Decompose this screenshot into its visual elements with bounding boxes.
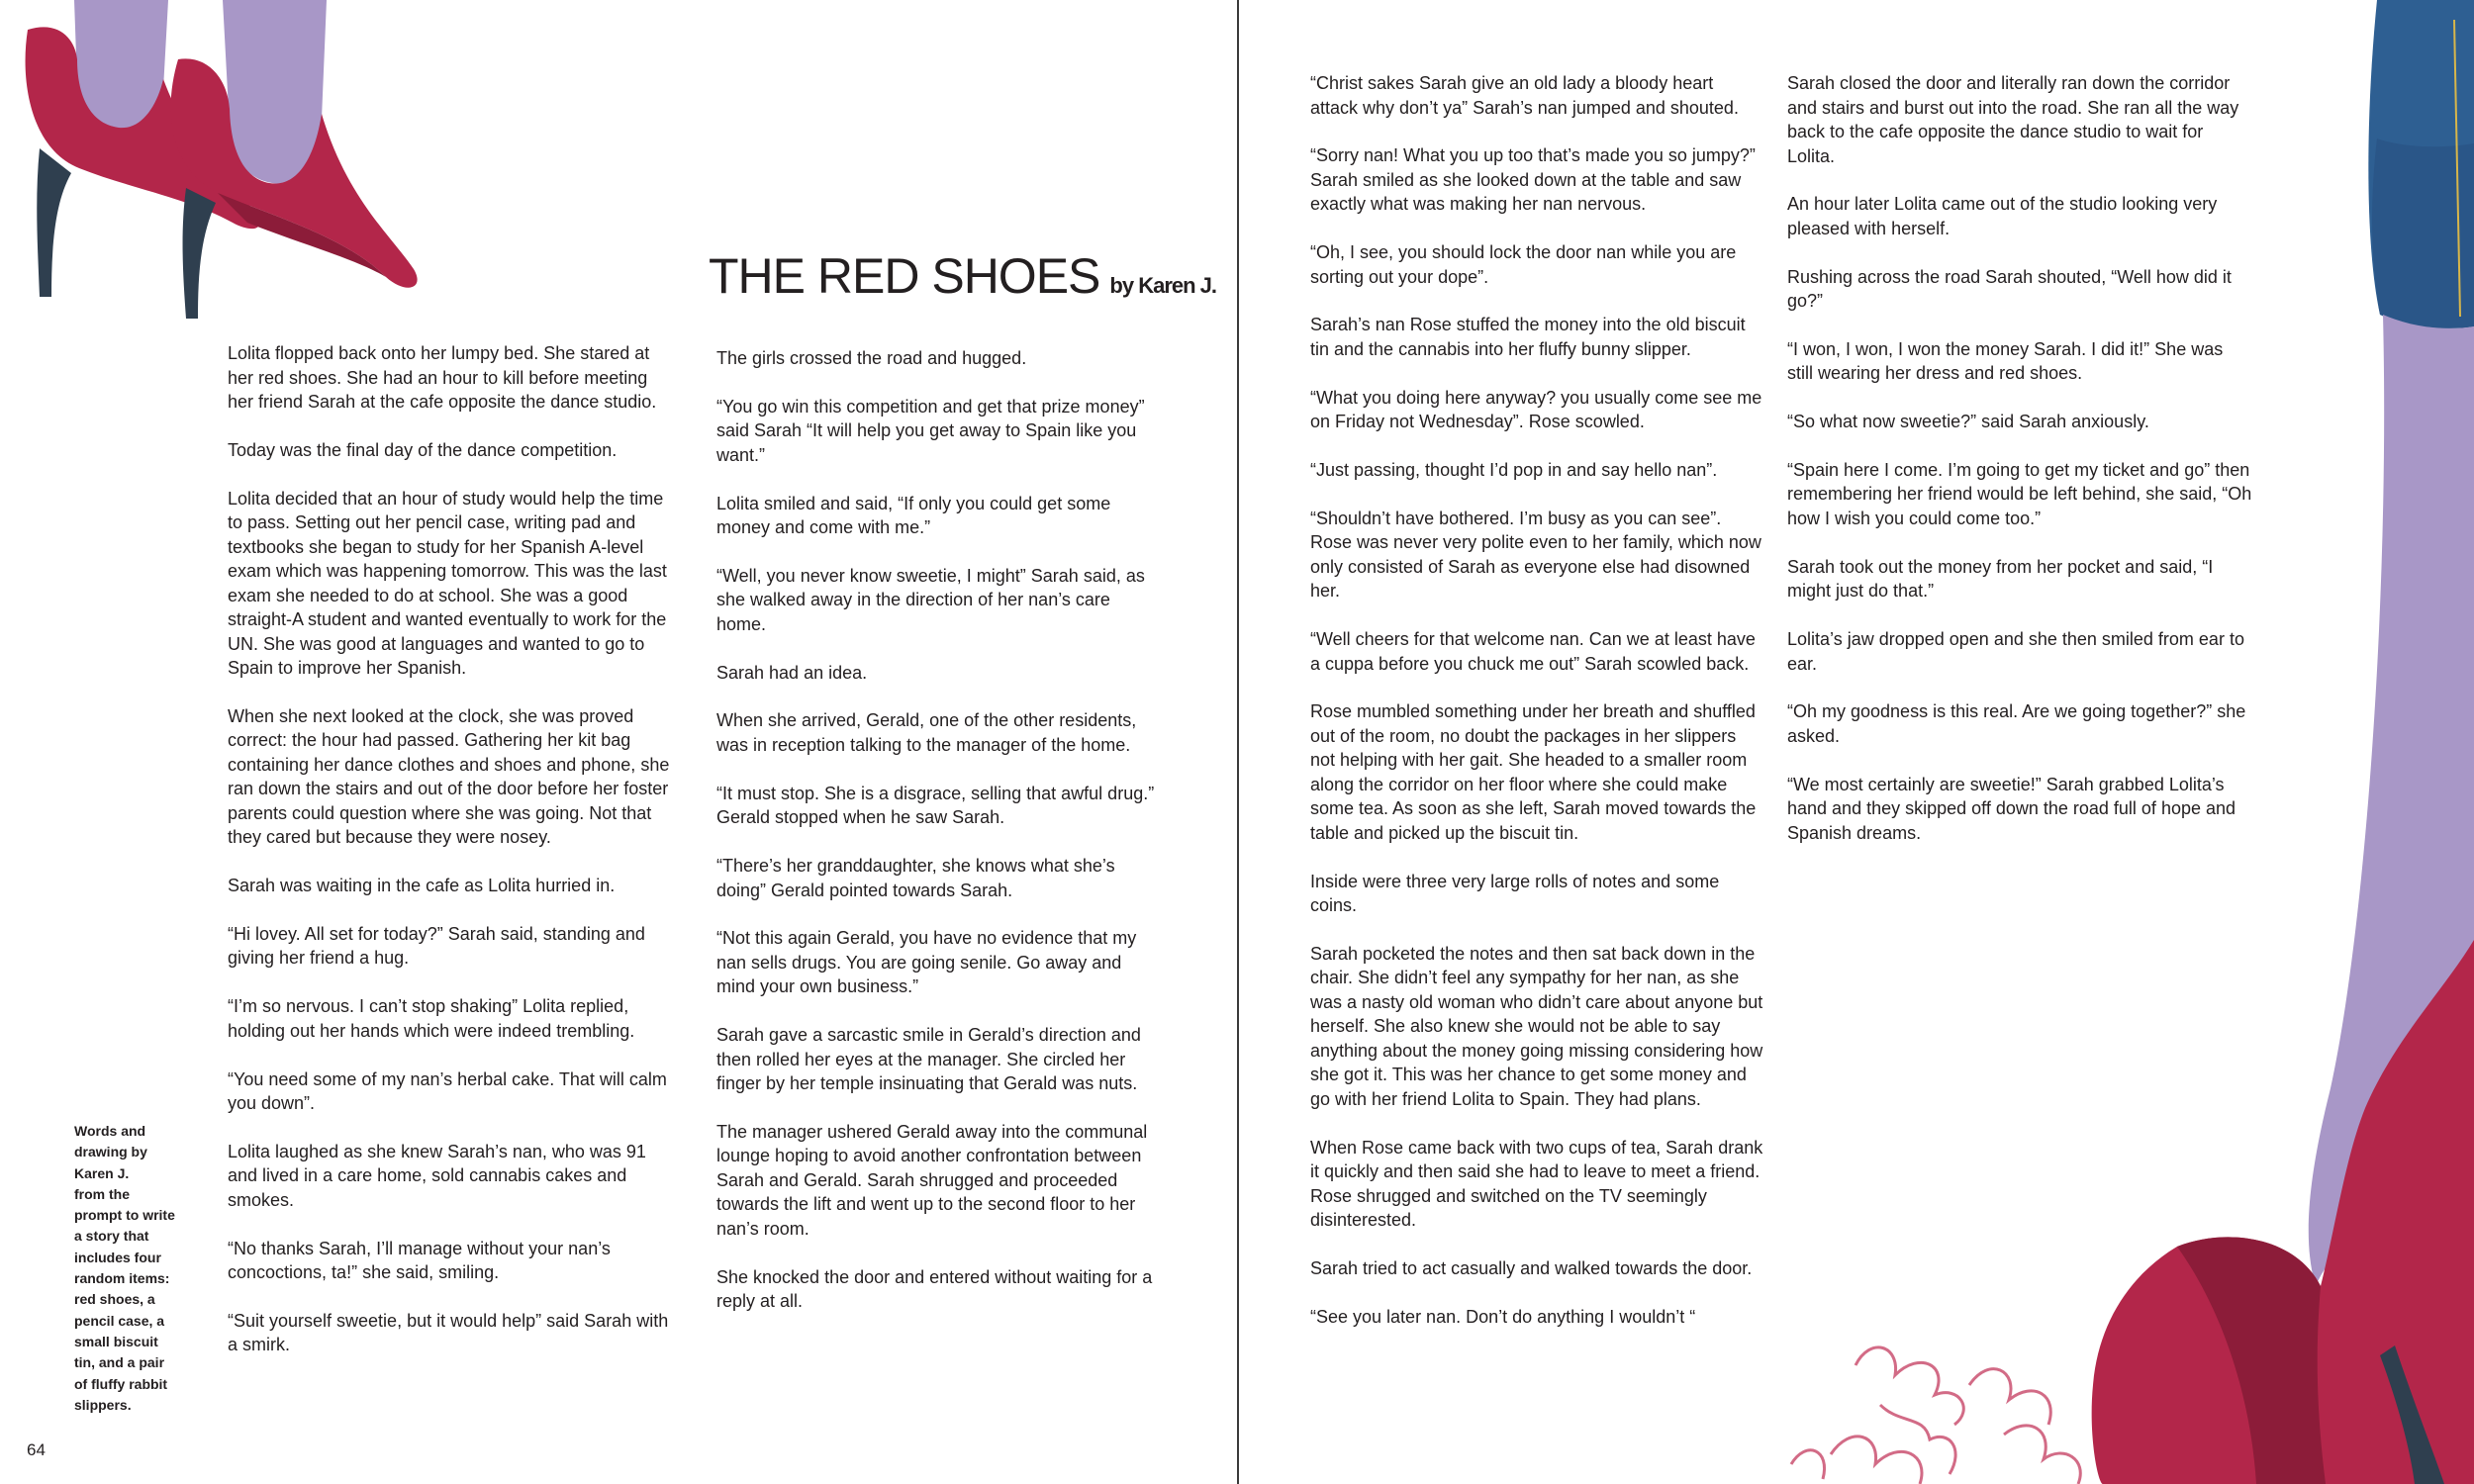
paragraph: “No thanks Sarah, I’ll manage without your nan’s concoctions, ta!” she said, smiling. bbox=[228, 1238, 611, 1283]
paragraph: Today was the final day of the dance competition. bbox=[228, 439, 618, 460]
paragraph: When she arrived, Gerald, one of the other residents, was in reception talking to the manager of the home. bbox=[716, 710, 1137, 755]
paragraph: “I won, I won, I won the money Sarah. I did it!” She was still wearing her dress and red shoes. bbox=[1787, 338, 2224, 384]
paragraph: Inside were three very large rolls of notes and some coins. bbox=[1310, 871, 1720, 916]
left-heel-drawing bbox=[37, 148, 71, 297]
paragraph: Lolita flopped back onto her lumpy bed. She stared at her red shoes. She had an hour to kill before meeting her friend Sarah at the cafe opposite the dance studio. bbox=[228, 343, 657, 412]
text-column-3 bbox=[1310, 71, 1765, 1353]
text-column-4 bbox=[1787, 71, 2252, 869]
right-heel-drawing bbox=[183, 188, 216, 319]
paragraph: “Oh my goodness is this real. Are we going together?” she asked. bbox=[1787, 701, 2246, 746]
side-note: Words and drawing by Karen J. from the prompt to write a story that includes four random items: red shoes, a pencil case, a small biscuit tin, and a pair of fluffy rabbit slippers. bbox=[74, 1123, 175, 1413]
paragraph: “Christ sakes Sarah give an old lady a bloody heart attack why don’t ya” Sarah’s nan jumped and shouted. bbox=[1310, 73, 1739, 118]
paragraph: “See you later nan. Don’t do anything I wouldn’t “ bbox=[1310, 1306, 1696, 1327]
paragraph: “Hi lovey. All set for today?” Sarah said, standing and giving her friend a hug. bbox=[228, 923, 645, 969]
paragraph: Sarah was waiting in the cafe as Lolita hurried in. bbox=[228, 876, 616, 896]
paragraph: Sarah tried to act casually and walked towards the door. bbox=[1310, 1258, 1753, 1279]
paragraph: Lolita laughed as she knew Sarah’s nan, who was 91 and lived in a care home, sold cannabis cakes and smokes. bbox=[228, 1141, 646, 1210]
paragraph: “What you doing here anyway? you usually come see me on Friday not Wednesday”. Rose scowled. bbox=[1310, 387, 1762, 432]
article-title bbox=[709, 248, 1217, 304]
paragraph: An hour later Lolita came out of the studio looking very pleased with herself. bbox=[1787, 194, 2218, 238]
paragraph: “Sorry nan! What you up too that’s made you so jumpy?” Sarah smiled as she looked down at the table and saw exactly what was making her nan nervous. bbox=[1310, 145, 1756, 215]
paragraph: “Well, you never know sweetie, I might” Sarah said, as she walked away in the direction of her nan’s care home. bbox=[716, 565, 1145, 634]
paragraph: “Spain here I come. I’m going to get my ticket and go” then remembering her friend would be left behind, she said, “Oh how I wish you could come too.” bbox=[1787, 459, 2252, 528]
paragraph: “Suit yourself sweetie, but it would help” said Sarah with a smirk. bbox=[228, 1310, 669, 1355]
paragraph: Sarah closed the door and literally ran down the corridor and stairs and burst out into the road. She ran all the way back to the cafe opposite the dance studio to wait for Lolita. bbox=[1787, 73, 2239, 166]
paragraph: Sarah gave a sarcastic smile in Gerald’s direction and then rolled her eyes at the manager. She circled her finger by her temple insinuating that Gerald was nuts. bbox=[716, 1025, 1141, 1094]
text-column-2 bbox=[716, 346, 1162, 1338]
paragraph: “It must stop. She is a disgrace, selling that awful drug.” Gerald stopped when he saw Sarah. bbox=[716, 783, 1155, 828]
paragraph: “I’m so nervous. I can’t stop shaking” Lolita replied, holding out her hands which were indeed trembling. bbox=[228, 996, 635, 1041]
paragraph: Sarah had an idea. bbox=[716, 662, 868, 683]
title-text: THE RED SHOES bbox=[709, 248, 1100, 304]
page-number: 64 bbox=[27, 1440, 46, 1459]
text-column-1 bbox=[228, 341, 673, 1381]
red-shoes-illustration bbox=[20, 0, 584, 326]
paragraph: Rushing across the road Sarah shouted, “Well how did it go?” bbox=[1787, 266, 2232, 312]
paragraph: When Rose came back with two cups of tea, Sarah drank it quickly and then said she had to leave to meet a friend. Rose shrugged and switched on the TV seemingly disinterested. bbox=[1310, 1137, 1763, 1231]
paragraph: “We most certainly are sweetie!” Sarah grabbed Lolita’s hand and they skipped off down the road full of hope and Spanish dreams. bbox=[1787, 774, 2236, 843]
paragraph: Lolita’s jaw dropped open and she then smiled from ear to ear. bbox=[1787, 629, 2244, 674]
paragraph: “There’s her granddaughter, she knows what she’s doing” Gerald pointed towards Sarah. bbox=[716, 856, 1115, 900]
paragraph: Lolita smiled and said, “If only you could get some money and come with me.” bbox=[716, 493, 1111, 538]
paragraph: Lolita decided that an hour of study would help the time to pass. Setting out her pencil case, writing pad and textbooks she began to study for her Spanish A-level exam which was happening tomorrow. This was the last exam she needed to do at school. She was a good straight-A student and wanted eventually to work for the UN. She was good at languages and wanted to go to Spain to improve her Spanish. bbox=[228, 488, 667, 679]
paragraph: “Well cheers for that welcome nan. Can we at least have a cuppa before you chuck me out” Sarah scowled back. bbox=[1310, 629, 1756, 674]
paragraph: Sarah pocketed the notes and then sat back down in the chair. She didn’t feel any sympathy for her nan, as she was a nasty old woman who didn’t care about anyone but herself. She also knew she would not be able to say anything about the money going missing considering how she got it. This was her chance to get some money and go with her friend Lolita to Spain. They had plans. bbox=[1310, 943, 1763, 1109]
paragraph: Rose mumbled something under her breath and shuffled out of the room, no doubt the packages in her slippers not helping with her gait. She headed to a smaller room along the corridor on her floor where she could make some tea. As soon as she left, Sarah moved towards the table and picked up the biscuit tin. bbox=[1310, 701, 1757, 843]
paragraph: Sarah’s nan Rose stuffed the money into the old biscuit tin and the cannabis into her fluffy bunny slipper. bbox=[1310, 315, 1746, 359]
paragraph: “You go win this competition and get that prize money” said Sarah “It will help you get away to Spain like you want.” bbox=[716, 396, 1145, 465]
page-spine-divider bbox=[1237, 0, 1239, 1484]
paragraph: “Just passing, thought I’d pop in and say hello nan”. bbox=[1310, 459, 1718, 480]
fluffy-scribble-drawing bbox=[1791, 1347, 2080, 1484]
paragraph: Sarah took out the money from her pocket and said, “I might just do that.” bbox=[1787, 556, 2214, 602]
byline: by Karen J. bbox=[1109, 273, 1217, 298]
paragraph: “Not this again Gerald, you have no evidence that my nan sells drugs. You are going senile. Go away and mind your own business.” bbox=[716, 928, 1137, 997]
paragraph: “You need some of my nan’s herbal cake. That will calm you down”. bbox=[228, 1068, 667, 1114]
paragraph: “Oh, I see, you should lock the door nan while you are sorting out your dope”. bbox=[1310, 242, 1737, 287]
paragraph: When she next looked at the clock, she was proved correct: the hour had passed. Gathering her kit bag containing her dance clothes and shoes and phone, she ran down the stairs and out of the door before her foster parents could question where she was going. Not that they cared but because they were nosey. bbox=[228, 705, 670, 848]
paragraph: The girls crossed the road and hugged. bbox=[716, 348, 1027, 368]
paragraph: She knocked the door and entered without waiting for a reply at all. bbox=[716, 1266, 1153, 1312]
paragraph: “So what now sweetie?” said Sarah anxiously. bbox=[1787, 412, 2149, 432]
paragraph: The manager ushered Gerald away into the communal lounge hoping to avoid another confrontation between Sarah and Gerald. Sarah shrugged and proceeded towards the lift and went up to the second floor to her nan’s room. bbox=[716, 1121, 1148, 1239]
paragraph: “Shouldn’t have bothered. I’m busy as you can see”. Rose was never very polite even to her family, which now only consisted of Sarah as everyone else had disowned her. bbox=[1310, 508, 1761, 602]
